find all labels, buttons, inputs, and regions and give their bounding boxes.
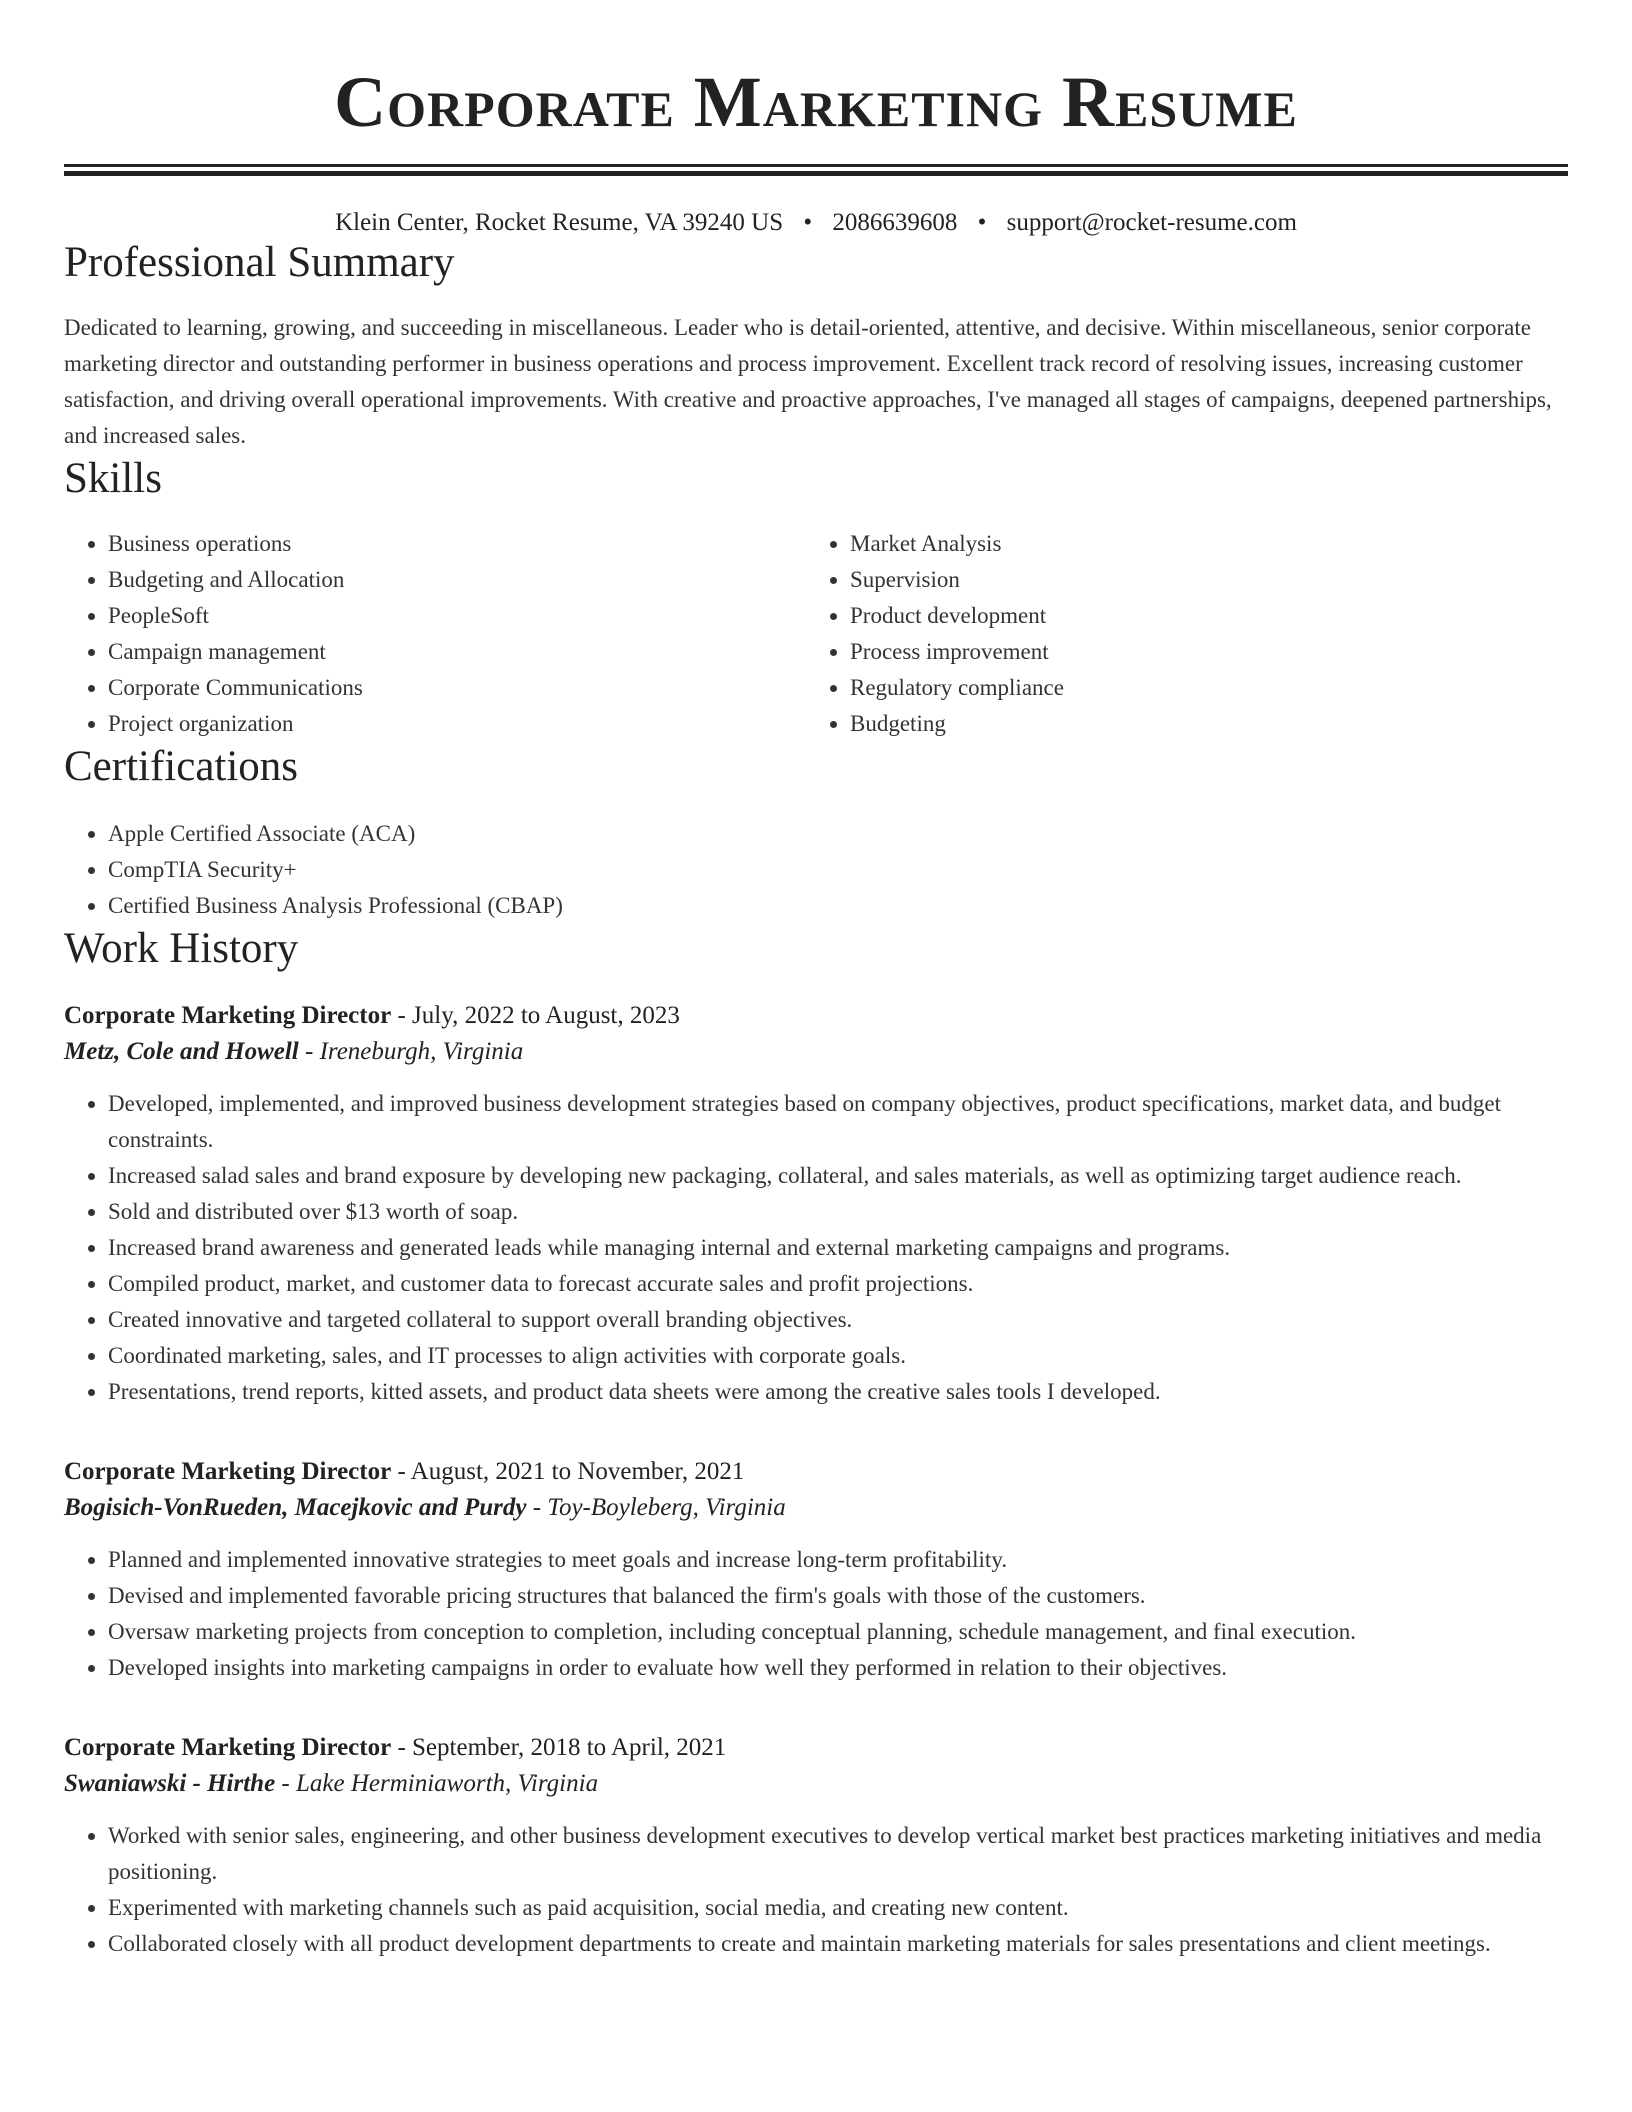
certifications-list [64, 816, 1568, 924]
job-company: Swaniawski - Hirthe [64, 1770, 276, 1797]
skill-item: • Market Analysis [850, 526, 1550, 562]
job-bullet: • Coordinated marketing, sales, and IT processes to align activities with corporate goals. [108, 1338, 1568, 1374]
job-dash: - [391, 1002, 413, 1029]
job-bullets [64, 1542, 1568, 1686]
job-bullet: • Compiled product, market, and customer data to forecast accurate sales and profit projections. [108, 1266, 1568, 1302]
job-company-line [64, 1490, 1568, 1526]
job-dash: - [391, 1734, 413, 1761]
skill-item: • Business operations [108, 526, 806, 562]
resume-page [64, 0, 1568, 1962]
job-location: Toy-Boyleberg, Virginia [547, 1494, 786, 1521]
job-dash: - [298, 1038, 320, 1065]
skill-item: • Product development [850, 598, 1550, 634]
resume-title: Corporate Marketing Resume [334, 62, 1298, 142]
job-dates: September, 2018 to April, 2021 [412, 1734, 727, 1761]
job-bullet: • Developed, implemented, and improved business development strategies based on company objectives, product specifications, market data, and budget constraints. [108, 1086, 1568, 1158]
certifications-heading: Certifications [64, 743, 299, 790]
summary-heading: Professional Summary [64, 239, 455, 286]
job-bullet: • Created innovative and targeted collateral to support overall branding objectives. [108, 1302, 1568, 1338]
skill-item: • Budgeting [850, 706, 1550, 742]
job-bullet: • Devised and implemented favorable pricing structures that balanced the firm's goals with those of the customers. [108, 1578, 1568, 1614]
job-bullet: • Collaborated closely with all product development departments to create and maintain marketing materials for sales presentations and client meetings. [108, 1926, 1568, 1962]
job-entry [64, 998, 1568, 1410]
job-bullet: • Worked with senior sales, engineering, and other business development executives to develop vertical market best practices marketing initiatives and media positioning. [108, 1818, 1568, 1890]
certification-item: • CompTIA Security+ [108, 852, 1568, 888]
job-bullet: • Planned and implemented innovative strategies to meet goals and increase long-term profitability. [108, 1542, 1568, 1578]
skill-item: • PeopleSoft [108, 598, 806, 634]
job-bullet: • Developed insights into marketing campaigns in order to evaluate how well they performed in relation to their objectives. [108, 1650, 1568, 1686]
skill-item: • Process improvement [850, 634, 1550, 670]
job-location: Lake Herminiaworth, Virginia [296, 1770, 599, 1797]
job-dash: - [526, 1494, 548, 1521]
contact-separator: • [977, 209, 987, 236]
job-bullet: • Increased brand awareness and generated leads while managing internal and external marketing campaigns and programs. [108, 1230, 1568, 1266]
job-role: Corporate Marketing Director [64, 1734, 392, 1761]
job-bullet: • Increased salad sales and brand exposure by developing new packaging, collateral, and sales materials, as well as optimizing target audience reach. [108, 1158, 1568, 1194]
job-bullets [64, 1086, 1568, 1410]
skills-list-right [806, 526, 1550, 742]
job-bullet: • Sold and distributed over $13 worth of soap. [108, 1194, 1568, 1230]
skill-item: • Corporate Communications [108, 670, 806, 706]
job-dash: - [275, 1770, 296, 1797]
skill-item: • Project organization [108, 706, 806, 742]
job-dates: July, 2022 to August, 2023 [412, 1002, 680, 1029]
job-role: Corporate Marketing Director [64, 1002, 392, 1029]
job-company-line [64, 1034, 1568, 1070]
contact-phone: 2086639608 [832, 209, 958, 236]
skills-heading: Skills [64, 455, 162, 502]
job-title-line [64, 998, 1568, 1034]
job-company-line [64, 1766, 1568, 1802]
skills-grid [64, 526, 1568, 742]
contact-email: support@rocket-resume.com [1006, 209, 1297, 236]
job-bullet: • Oversaw marketing projects from conception to completion, including conceptual planning, schedule management, and final execution. [108, 1614, 1568, 1650]
job-bullets [64, 1818, 1568, 1962]
job-entry [64, 1454, 1568, 1686]
job-title-line [64, 1730, 1568, 1766]
job-entry [64, 1730, 1568, 1962]
contact-separator: • [803, 209, 813, 236]
certification-item: • Certified Business Analysis Professional (CBAP) [108, 888, 1568, 924]
summary-text: Dedicated to learning, growing, and succeeding in miscellaneous. Leader who is detail-oriented, attentive, and decisive. Within miscellaneous, senior corporate marketing director and outstanding performer in business operations and process improvement. Excellent track record of resolving issues, increasing customer satisfaction, and driving overall operational improvements. With creative and proactive approaches, I've managed all stages of campaigns, deepened partnerships, and increased sales. [64, 315, 1552, 448]
certification-item: • Apple Certified Associate (ACA) [108, 816, 1568, 852]
skill-item: • Budgeting and Allocation [108, 562, 806, 598]
job-dash: - [391, 1458, 411, 1485]
job-title-line [64, 1454, 1568, 1490]
job-bullet: • Experimented with marketing channels such as paid acquisition, social media, and creating new content. [108, 1890, 1568, 1926]
skill-item: • Regulatory compliance [850, 670, 1550, 706]
skills-list-left [64, 526, 806, 742]
skill-item: • Campaign management [108, 634, 806, 670]
job-bullet: • Presentations, trend reports, kitted assets, and product data sheets were among the creative sales tools I developed. [108, 1374, 1568, 1410]
skill-item: • Supervision [850, 562, 1550, 598]
contact-line [64, 208, 1568, 238]
job-company: Metz, Cole and Howell [64, 1038, 299, 1065]
job-location: Ireneburgh, Virginia [319, 1038, 524, 1065]
job-role: Corporate Marketing Director [64, 1458, 392, 1485]
job-dates: August, 2021 to November, 2021 [410, 1458, 745, 1485]
contact-address: Klein Center, Rocket Resume, VA 39240 US [335, 209, 784, 236]
title-divider [64, 164, 1568, 176]
job-company: Bogisich-VonRueden, Macejkovic and Purdy [64, 1494, 527, 1521]
work-history-heading: Work History [64, 925, 299, 972]
